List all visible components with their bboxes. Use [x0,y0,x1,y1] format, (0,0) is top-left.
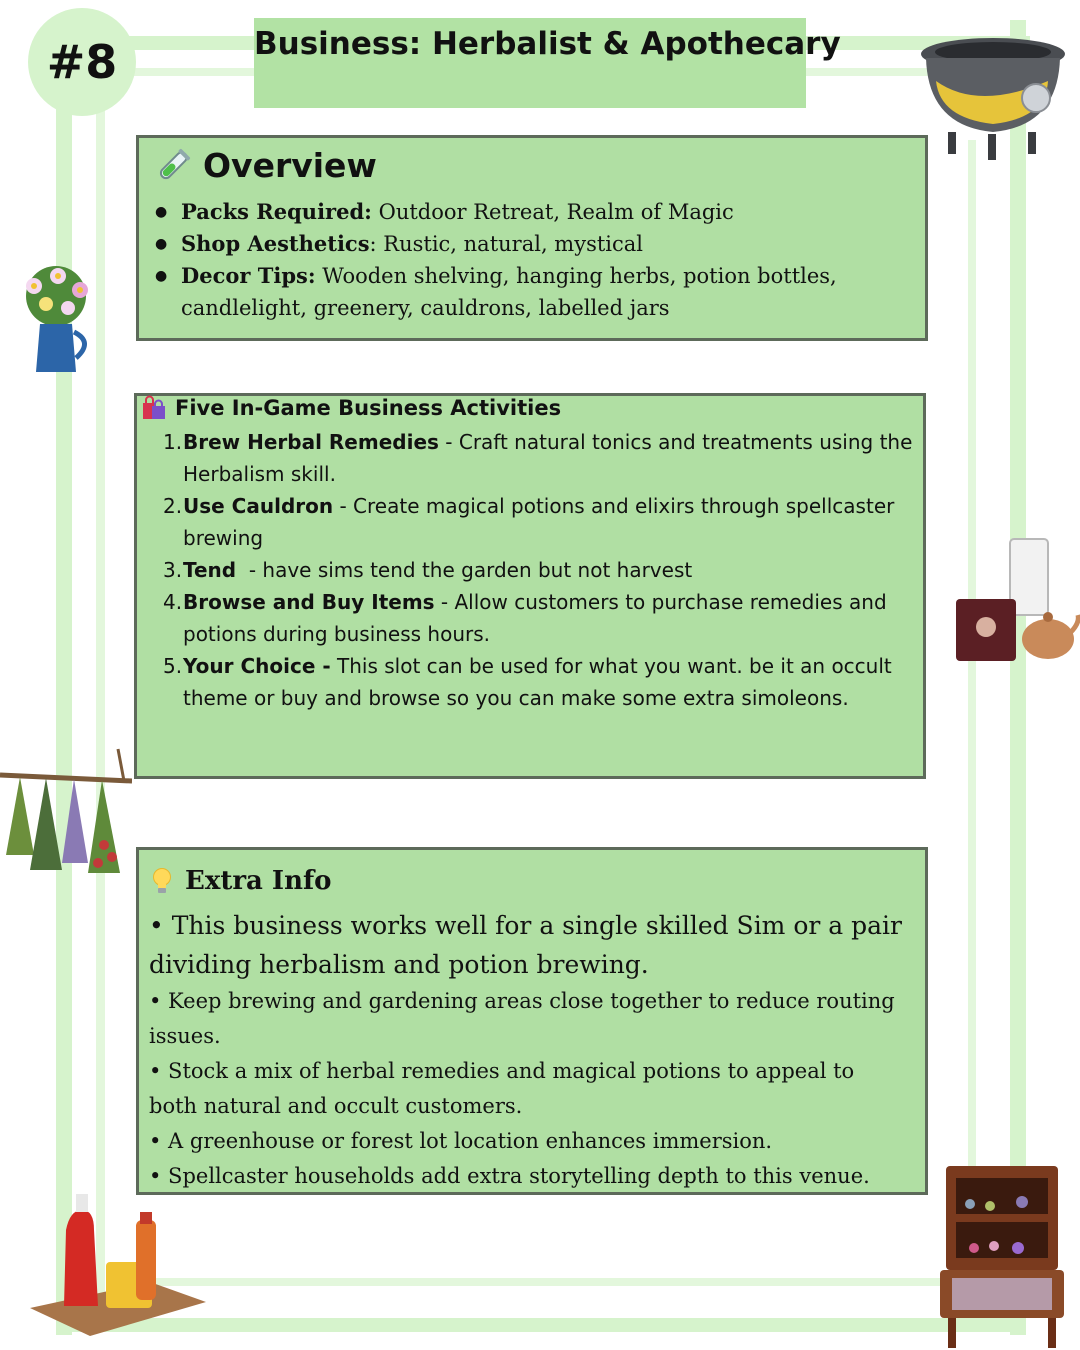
extra-info-header [151,866,332,896]
list-item [157,426,919,490]
list-item [157,650,919,714]
list-item [155,260,905,324]
flower-pitcher-image [10,262,102,378]
cauldron-image [918,36,1068,166]
shopping-bags-icon [141,395,167,421]
extra-info-heading: Extra Info [185,866,332,896]
activities-heading: Five In-Game Business Activities [175,396,562,420]
overview-heading: Overview [203,146,377,185]
item-label: Shop Aesthetics [181,231,370,256]
tea-set-image [952,535,1080,665]
frame-left-bar [56,60,72,1335]
overview-list [155,196,905,324]
item-number: 3. [163,558,183,582]
item-text: - Craft natural tonics and treatments using the Herbalism skill. [183,430,913,486]
list-item: • Keep brewing and gardening areas close together to reduce routing issues. [149,989,895,1048]
item-label: Tend [183,558,237,582]
page-number-badge [28,8,136,116]
extra-info-card [136,847,928,1195]
condiment-board-image [30,1190,210,1340]
activities-header [141,395,561,421]
list-item [155,228,905,260]
item-text: This slot can be used for what you want. be it an occult theme or buy and browse so you can make some extra simoleons. [183,654,892,710]
list-item [157,586,919,650]
list-item: • This business works well for a single skilled Sim or a pair dividing herbalism and potion brewing. [149,911,902,979]
item-text: - Allow customers to purchase remedies and potions during business hours. [183,590,887,646]
item-text: Wooden shelving, hanging herbs, potion bottles, candlelight, greenery, cauldrons, labelled jars [181,264,837,320]
item-text: - Create magical potions and elixirs through spellcaster brewing [183,494,895,550]
frame-inner-bottom-bar [120,1278,980,1286]
item-number: 4. [163,590,183,614]
list-item [157,490,919,554]
herb-drying-rack-image [0,745,132,880]
item-text: Outdoor Retreat, Realm of Magic [371,200,734,224]
item-label: Decor Tips: [181,263,316,288]
potion-cabinet-image [938,1160,1066,1350]
page-title: Business: Herbalist & Apothecary [254,26,841,62]
overview-header [155,146,377,185]
list-item: • A greenhouse or forest lot location enhances immersion. [149,1129,773,1153]
item-label: Your Choice - [183,654,331,678]
page-number: #8 [46,35,118,89]
frame-inner-left-bar [96,68,105,1298]
activities-list [157,426,919,714]
list-item [155,196,905,228]
item-number: 5. [163,654,183,678]
item-number: 2. [163,494,183,518]
item-label: Browse and Buy Items [183,590,435,614]
frame-right-bar [1010,20,1026,1335]
item-label: Use Cauldron [183,494,334,518]
item-label: Packs Required: [181,199,372,224]
item-number: 1. [163,430,183,454]
list-item [157,554,919,586]
test-tube-icon [155,148,191,184]
extra-info-body [149,906,907,1194]
list-item: • Spellcaster households add extra storytelling depth to this venue. [149,1164,870,1188]
lightbulb-icon [151,867,173,895]
item-text: - have sims tend the garden but not harvest [236,558,693,582]
overview-card [136,135,928,341]
activities-card [134,393,926,779]
frame-inner-right-bar [968,140,976,1290]
item-label: Brew Herbal Remedies [183,430,439,454]
item-text: : Rustic, natural, mystical [369,232,644,256]
list-item: • Stock a mix of herbal remedies and magical potions to appeal to both natural and occult customers. [149,1059,855,1118]
